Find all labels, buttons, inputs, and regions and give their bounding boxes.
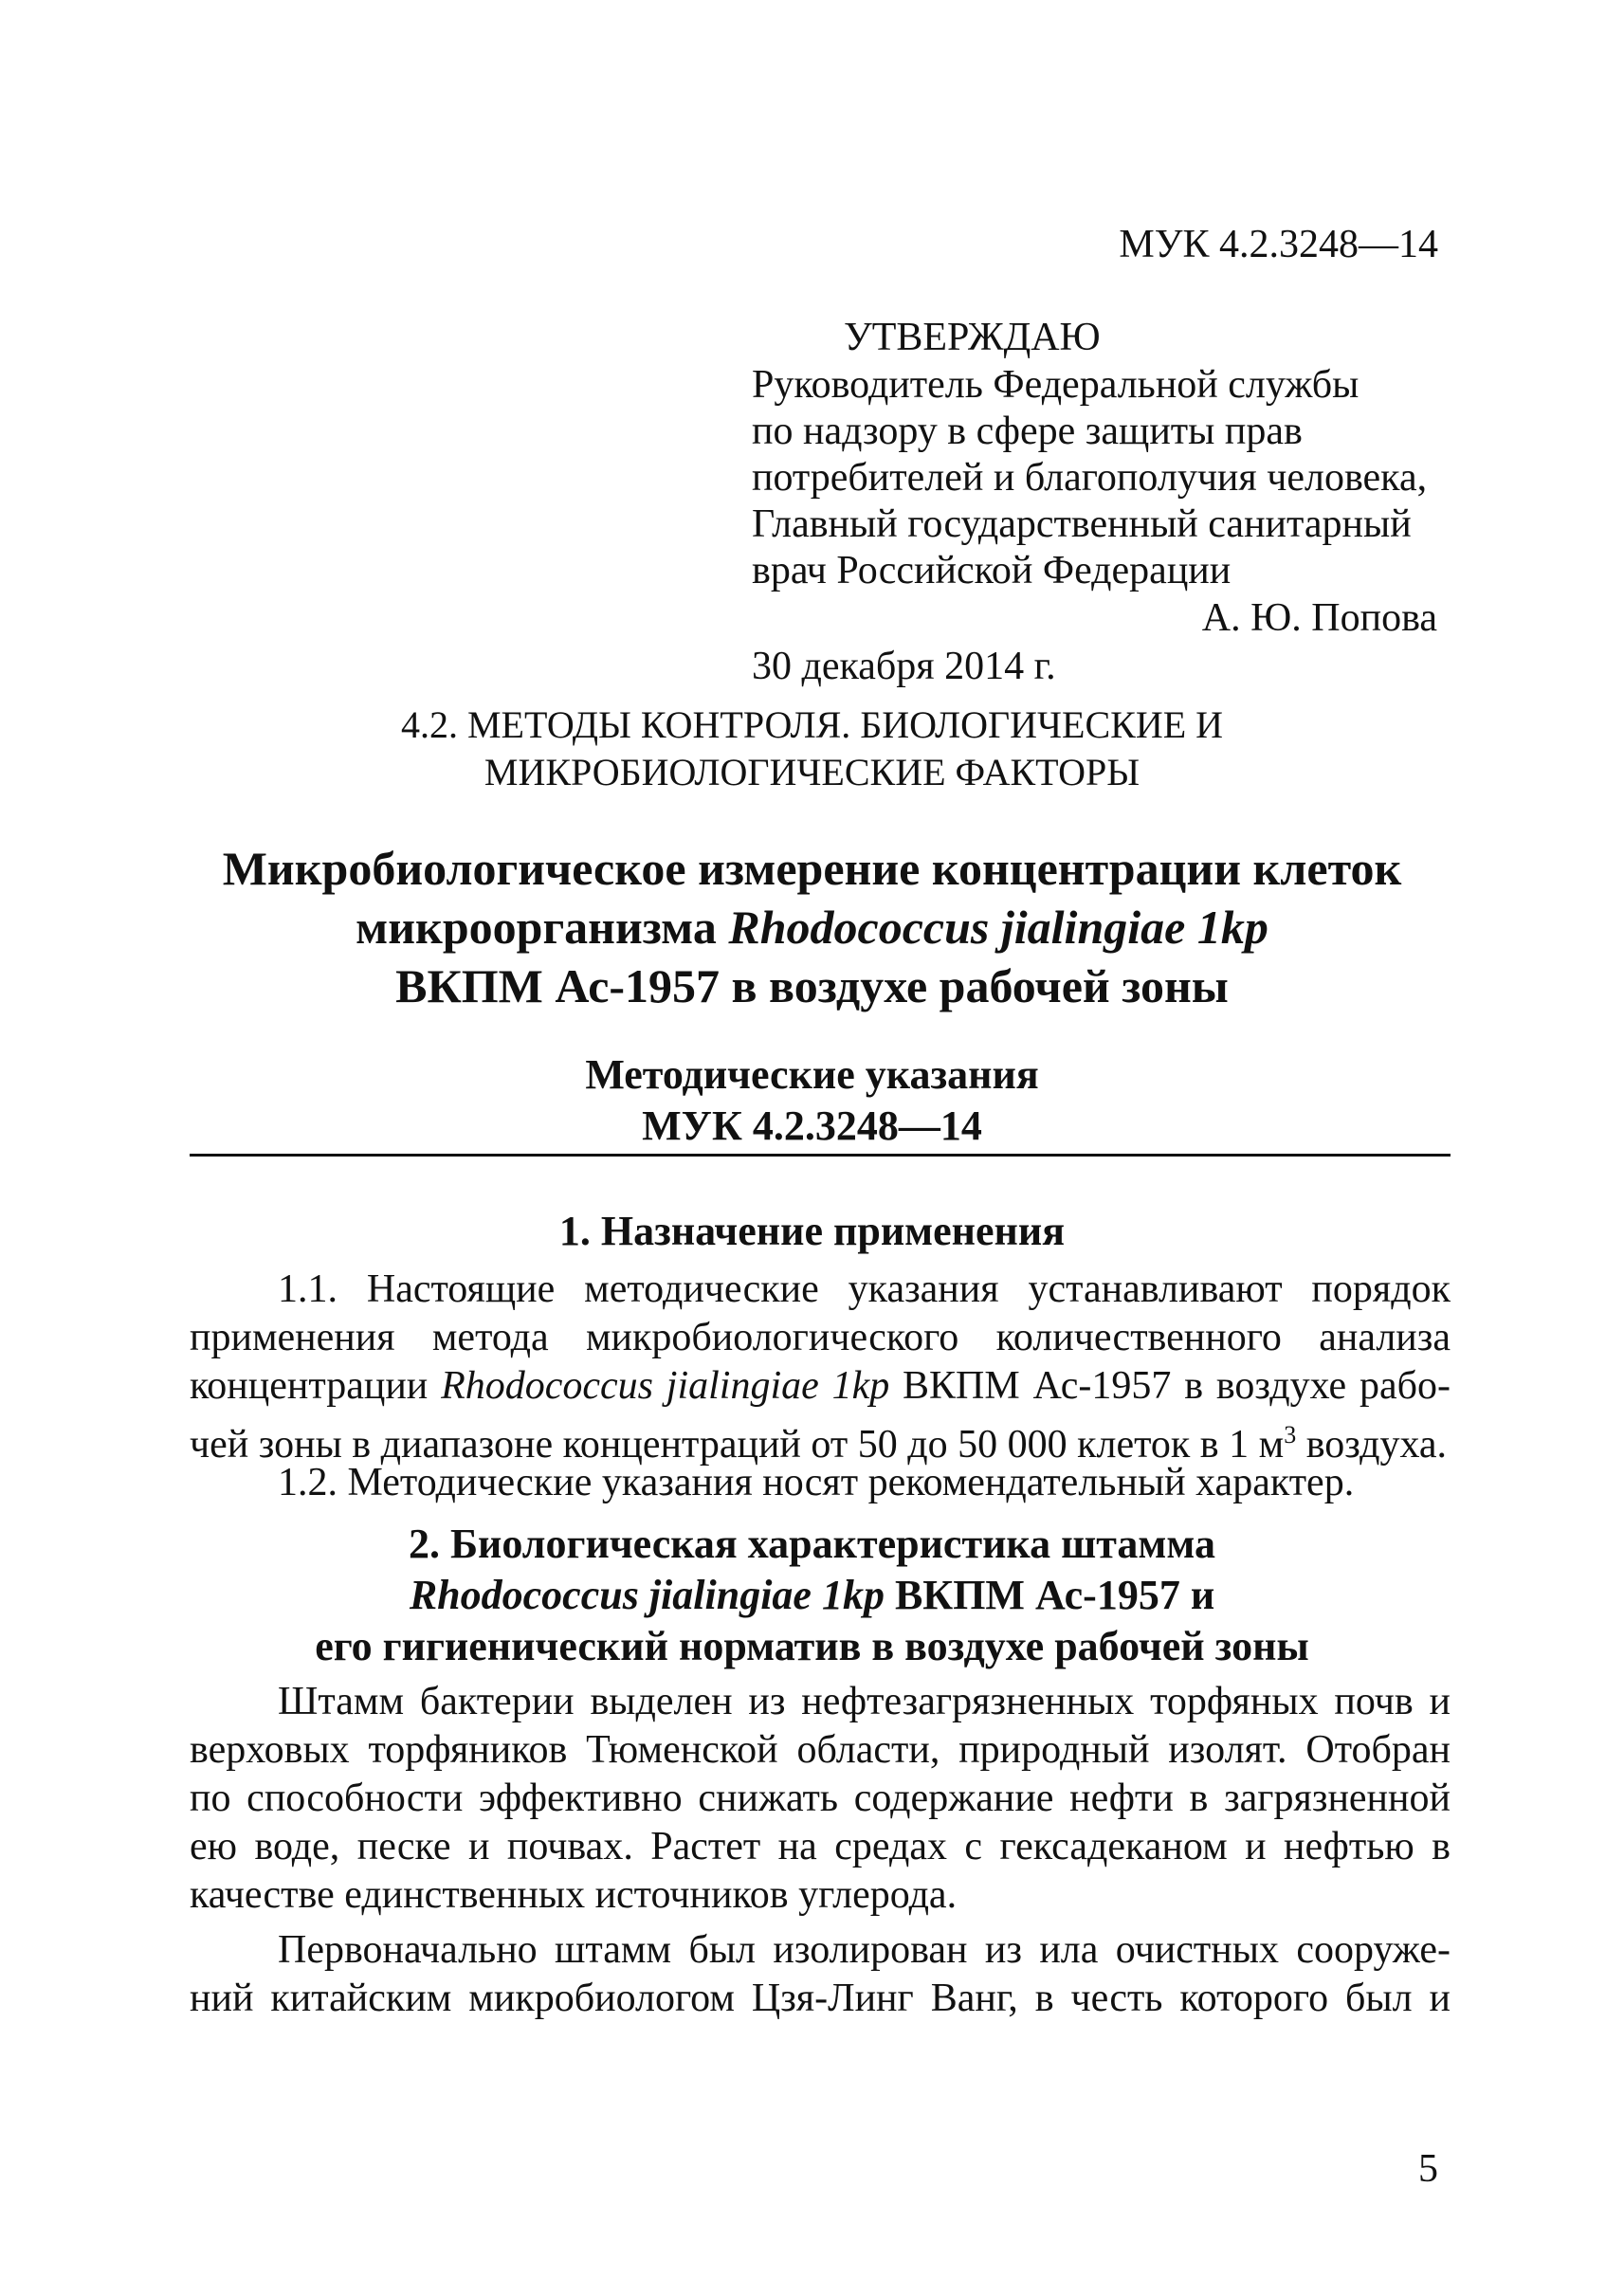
section2-heading-line: его гигиенический норматив в воздухе рабочей зоны [315,1623,1309,1669]
section-heading-line: МИКРОБИОЛОГИЧЕСКИЕ ФАКТОРЫ [484,751,1140,793]
page-number: 5 [1418,2147,1438,2191]
text-line: ний китайским микробиологом Цзя-Линг Ванг, в честь которого был и [190,1977,1451,2020]
title-text: микроорганизма [356,901,729,954]
doc-code-header: МУК 4.2.3248—14 [1119,223,1438,266]
text-segment: ВКПМ Ас-1957 в воздухе рабо- [889,1364,1451,1408]
text-line: качестве единственных источников углерода. [190,1873,958,1917]
text-line: ею воде, песке и почвах. Растет на средах с гексадеканом и нефтью в [190,1825,1451,1868]
approval-line: потребителей и благополучия человека, [752,456,1428,500]
approval-date: 30 декабря 2014 г. [752,645,1056,688]
section-heading-line: 4.2. МЕТОДЫ КОНТРОЛЯ. БИОЛОГИЧЕСКИЕ И [400,703,1224,746]
document-title [190,839,1434,1015]
text-line [190,1411,1451,1467]
approval-line: по надзору в сфере защиты прав [752,410,1303,453]
method-title-line: Методические указания [585,1051,1039,1098]
text-segment: концентрации [190,1364,442,1408]
text-line: верховых торфяников Тюменской области, природный изолят. Отобран [190,1728,1451,1772]
approval-line: врач Российской Федерации [752,549,1232,592]
title-line [190,898,1434,957]
organism-name: Rhodococcus jialingiae 1kp [441,1364,890,1408]
text-line: 1.2. Методические указания носят рекомендательный характер. [278,1461,1355,1504]
text-line: применения метода микробиологического количественного анализа [190,1316,1451,1359]
title-line: ВКПМ Ас-1957 в воздухе рабочей зоны [395,959,1229,1012]
section2-heading-line [190,1570,1434,1621]
section2-heading [190,1519,1434,1672]
text-segment: воздуха. [1296,1423,1448,1467]
organism-name: Rhodococcus jialingiae 1kp [409,1572,885,1618]
approval-line: Главный государственный санитарный [752,502,1412,546]
organism-name: Rhodococcus jialingiae 1kp [728,901,1268,954]
section1-paragraph-1 [190,1266,1451,1507]
text-line [190,1362,1451,1411]
section-heading [190,702,1434,796]
text-line: Первоначально штамм был изолирован из ила очистных сооруже- [278,1928,1451,1972]
text-line: 1.1. Настоящие методические указания устанавливают порядок [278,1267,1451,1311]
title-line: Микробиологическое измерение концентрации клеток [222,842,1402,895]
method-code: МУК 4.2.3248—14 [642,1102,982,1149]
text-line: Штамм бактерии выделен из нефтезагрязненных торфяных почв и [278,1680,1451,1723]
section2-heading-line: 2. Биологическая характеристика штамма [408,1521,1216,1567]
section2-paragraph-2 [190,1926,1451,2023]
horizontal-rule [190,1154,1451,1157]
superscript: 3 [1284,1421,1297,1449]
approval-line: Руководитель Федеральной службы [752,363,1359,407]
approval-title: УТВЕРЖДАЮ [844,316,1101,359]
approval-signer: А. Ю. Попова [1201,596,1437,640]
text-segment: чей зоны в диапазоне концентраций от 50 до 50 000 клеток в 1 м [190,1423,1285,1467]
method-title [190,1049,1434,1152]
text-segment: ВКПМ Ас-1957 и [884,1572,1215,1618]
text-line: по способности эффективно снижать содержание нефти в загрязненной [190,1777,1451,1820]
approval-block [752,313,1439,691]
section2-paragraph-1 [190,1678,1451,1920]
section1-heading: 1. Назначение применения [558,1208,1066,1254]
